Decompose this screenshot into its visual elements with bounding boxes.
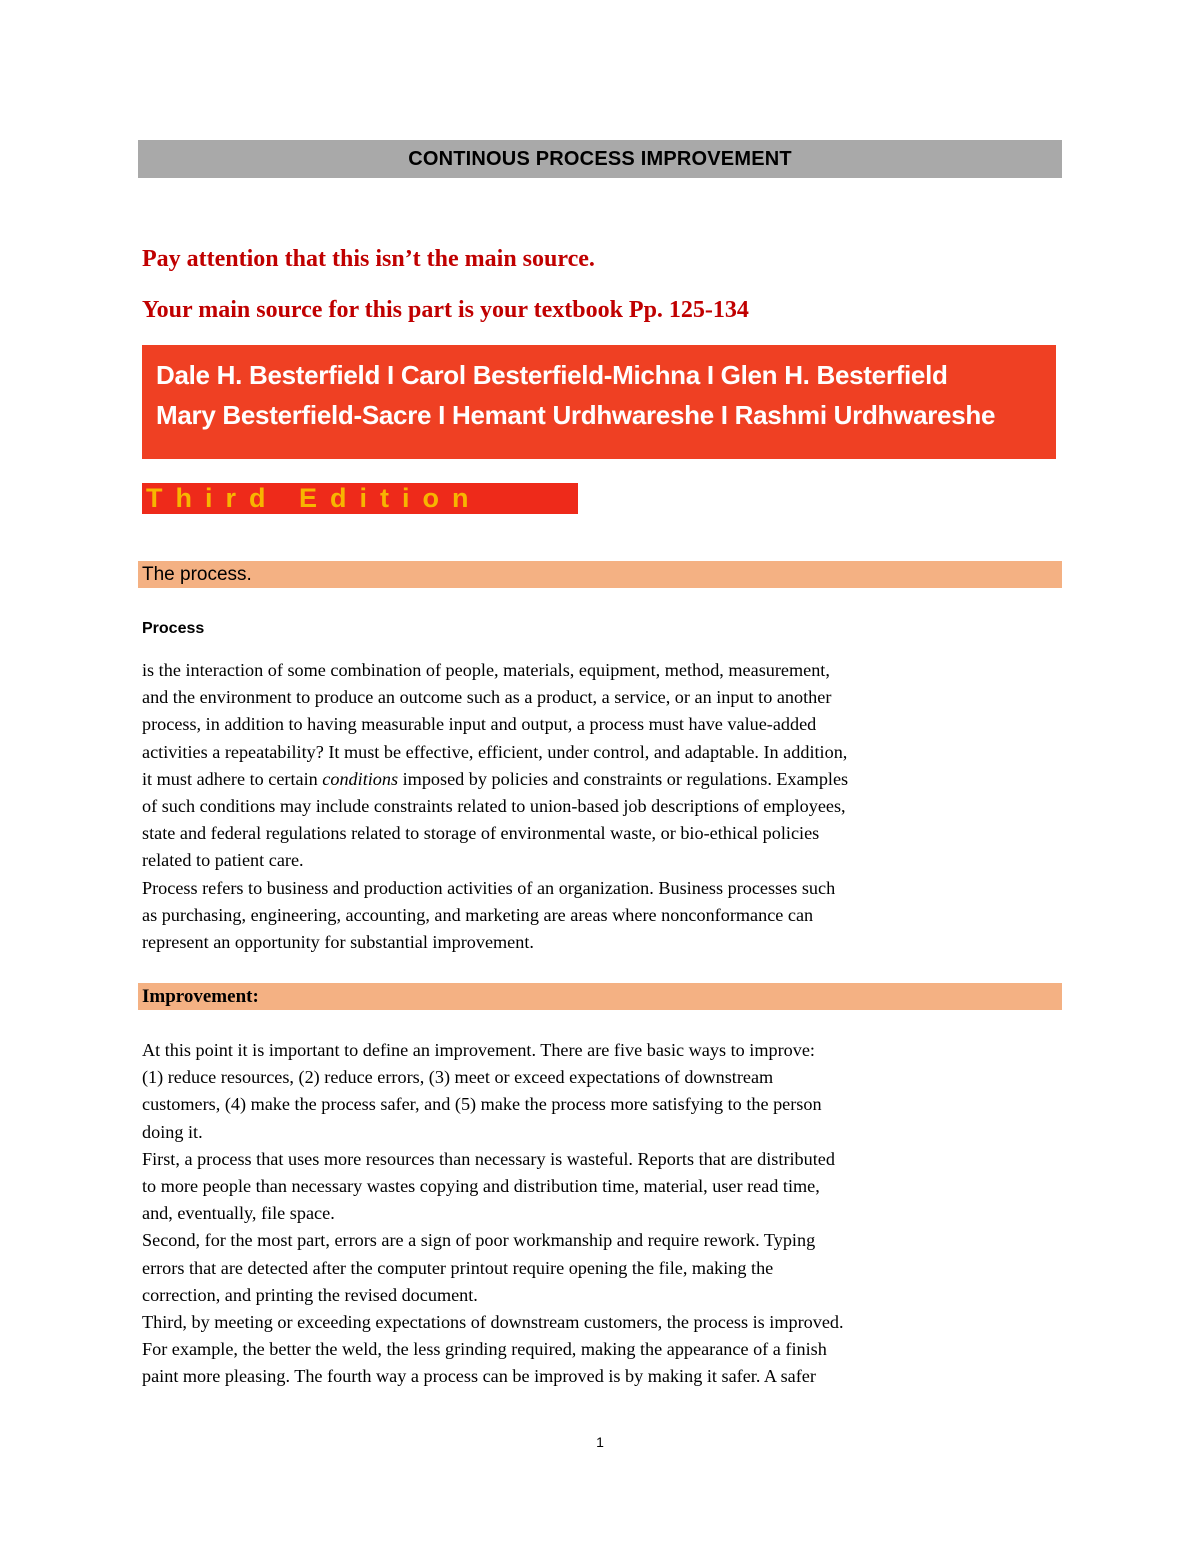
textbook-reference-note: Your main source for this part is your textbook Pp. 125-134 [142,297,749,323]
paragraph-line [142,766,1062,793]
paragraph-line: to more people than necessary wastes copying and distribution time, material, user read time, [142,1175,820,1196]
process-paragraph [142,657,1062,956]
paragraph-line: doing it. [142,1121,203,1142]
paragraph-line: First, a process that uses more resources than necessary is wasteful. Reports that are distributed [142,1148,835,1169]
line-segment: imposed by policies and constraints or regulations. Examples [398,768,849,789]
book-authors-banner [142,345,1056,459]
paragraph-line: and the environment to produce an outcome such as a product, a service, or an input to another [142,687,832,708]
paragraph-line: (1) reduce resources, (2) reduce errors, (3) meet or exceed expectations of downstream [142,1067,774,1088]
line-segment: it must adhere to certain [142,768,323,789]
paragraph-line: activities a repeatability? It must be effective, efficient, under control, and adaptable. In addition, [142,741,848,762]
document-title: CONTINOUS PROCESS IMPROVEMENT [138,140,1062,178]
paragraph-line: of such conditions may include constraints related to union-based job descriptions of employees, [142,795,846,816]
paragraph-line: state and federal regulations related to storage of environmental waste, or bio-ethical policies [142,823,820,844]
paragraph-line: customers, (4) make the process safer, and (5) make the process more satisfying to the person [142,1094,822,1115]
paragraph-line: is the interaction of some combination of people, materials, equipment, method, measurement, [142,660,830,680]
paragraph-line: and, eventually, file space. [142,1203,335,1224]
paragraph-line: process, in addition to having measurable input and output, a process must have value-added [142,714,817,735]
edition-banner: Third Edition [142,483,578,514]
paragraph-line: At this point it is important to define an improvement. There are five basic ways to improve: [142,1040,815,1060]
section-heading-improvement: Improvement: [138,983,1062,1010]
paragraph-line: Process refers to business and production activities of an organization. Business processes such [142,877,836,898]
paragraph-line: paint more pleasing. The fourth way a process can be improved is by making it safer. A safer [142,1366,816,1387]
paragraph-line: For example, the better the weld, the less grinding required, making the appearance of a finish [142,1339,827,1360]
paragraph-line: correction, and printing the revised document. [142,1284,478,1305]
paragraph-line: Third, by meeting or exceeding expectations of downstream customers, the process is improved. [142,1311,844,1332]
paragraph-line: as purchasing, engineering, accounting, and marketing are areas where nonconformance can [142,904,814,925]
paragraph-line: errors that are detected after the computer printout require opening the file, making the [142,1257,774,1278]
authors-line: Dale H. Besterfield I Carol Besterfield-Michna I Glen H. Besterfield [156,360,948,390]
authors-line: Mary Besterfield-Sacre I Hemant Urdhwareshe I Rashmi Urdhwareshe [156,400,996,430]
conditions-emphasis: conditions [322,768,399,789]
improvement-paragraph [142,1037,1062,1390]
paragraph-line: Second, for the most part, errors are a sign of poor workmanship and require rework. Typing [142,1230,816,1251]
paragraph-line: related to patient care. [142,850,304,871]
section-heading-process: The process. [138,561,1062,588]
page-number: 1 [596,1434,604,1450]
process-subheading: Process [142,620,205,637]
source-note: Pay attention that this isn’t the main source. [142,246,595,272]
paragraph-line: represent an opportunity for substantial improvement. [142,931,534,952]
